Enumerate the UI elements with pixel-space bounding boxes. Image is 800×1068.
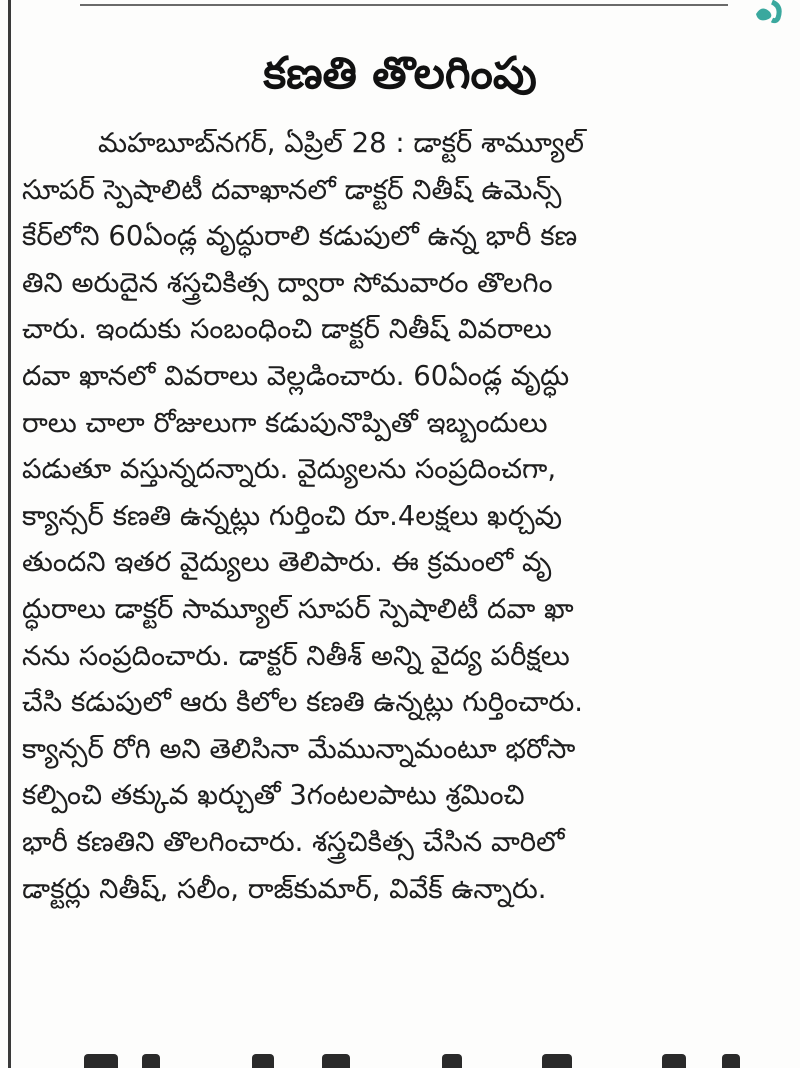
cropped-next-line [22,1046,778,1068]
corner-logo-fragment-icon [752,0,792,24]
article-line: తిని అరుదైన శస్త్రచికిత్స ద్వారా సోమవారం తొలగిం [22,266,553,299]
article-body [22,120,778,912]
article-line: పడుతూ వస్తున్నదన్నారు. వైద్యులను సంప్రదించగా, [22,453,557,486]
article-line: చారు. ఇందుకు సంబంధించి డాక్టర్ నితీష్ వివరాలు [22,313,552,346]
article-line: కల్పించి తక్కువ ఖర్చుతో 3గంటలపాటు శ్రమించి [22,779,525,812]
column-top-rule [80,4,728,6]
article-line: భారీ కణతిని తొలగించారు. శస్త్రచికిత్స చేసిన వారిలో [22,825,565,858]
article-line: తుందని ఇతర వైద్యులు తెలిపారు. ఈ క్రమంలో వృ [22,546,552,579]
article-line: ద్ధురాలు డాక్టర్ సామ్యూల్ సూపర్ స్పెషాలిటీ దవా ఖా [22,592,574,625]
article-line: దవా ఖానలో వివరాలు వెల్లడించారు. 60ఏండ్ల వృద్ధు [22,359,570,392]
column-left-rule [8,0,11,1068]
article-line: చేసి కడుపులో ఆరు కిలోల కణతి ఉన్నట్లు గుర్తించారు. [22,686,584,719]
article-line: డాక్టర్లు నితీష్, సలీం, రాజ్‌కుమార్, వివేక్ ఉన్నారు. [22,872,547,905]
article-headline: కణతి తొలగింపు [263,48,537,99]
article-line: నను సంప్రదించారు. డాక్టర్ నితీశ్ అన్ని వైద్య పరీక్షలు [22,639,570,672]
article-line: రాలు చాలా రోజులుగా కడుపునొప్పితో ఇబ్బందులు [22,406,548,439]
article-line: క్యాన్సర్ కణతి ఉన్నట్లు గుర్తించి రూ.4లక్షలు ఖర్చవు [22,499,563,532]
article-line: మహబూబ్‌నగర్, ఏప్రిల్ 28 : డాక్టర్ శామ్యూల్ [98,127,584,159]
article-line: కేర్‌లోని 60ఏండ్ల వృద్ధురాలి కడుపులో ఉన్న భారీ కణ [22,220,578,253]
article-line: సూపర్ స్పెషాలిటీ దవాఖానలో డాక్టర్ నితీష్ ఉమెన్స్ [22,173,562,206]
article-line: క్యాన్సర్ రోగి అని తెలిసినా మేమున్నామంటూ భరోసా [22,732,576,765]
